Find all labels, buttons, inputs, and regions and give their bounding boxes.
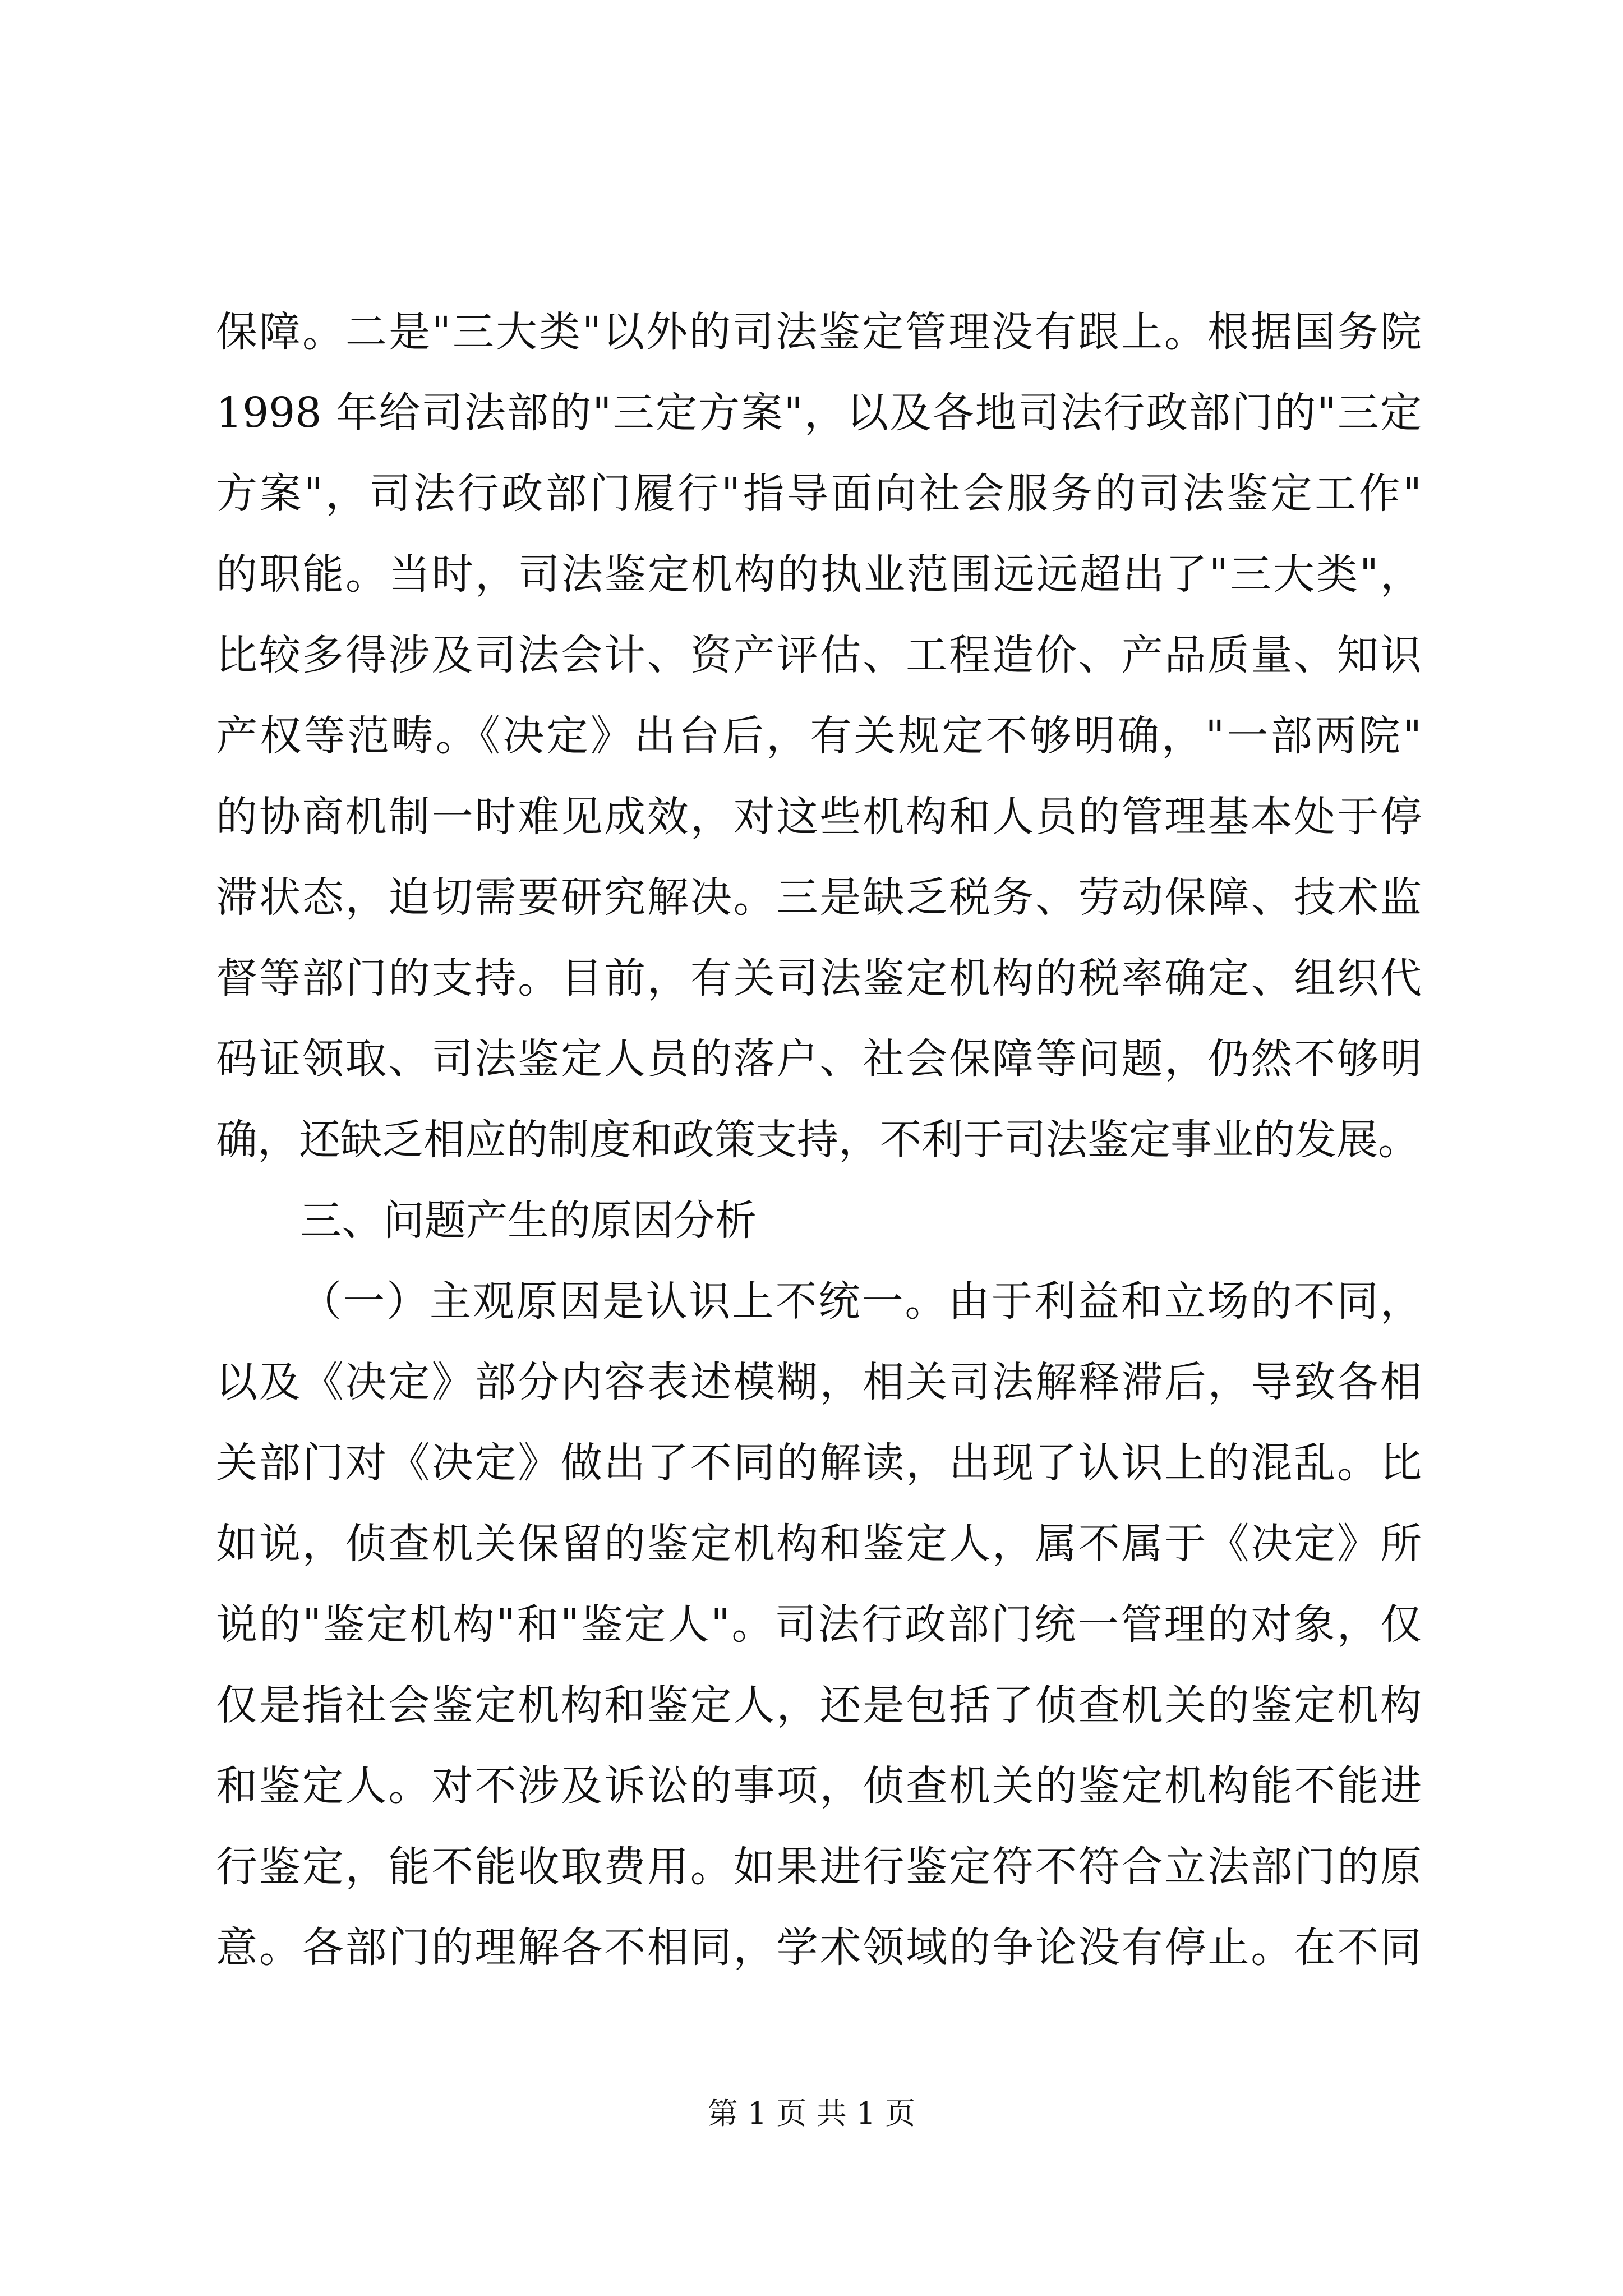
- text-line: 仅是指社会鉴定机构和鉴定人，还是包括了侦查机关的鉴定机构: [216, 1681, 1422, 1729]
- text-line: 的职能。当时，司法鉴定机构的执业范围远远超出了"三大类"，: [216, 550, 1422, 599]
- text-line: 说的"鉴定机构"和"鉴定人"。司法行政部门统一管理的对象，仅: [216, 1600, 1422, 1649]
- page-footer: 第 1 页 共 1 页: [707, 2096, 916, 2131]
- text-line: 码证领取、司法鉴定人员的落户、社会保障等问题，仍然不够明: [216, 1035, 1422, 1083]
- text-line: 和鉴定人。对不涉及诉讼的事项，侦查机关的鉴定机构能不能进: [216, 1762, 1422, 1810]
- text-line: 滞状态，迫切需要研究解决。三是缺乏税务、劳动保障、技术监: [216, 873, 1422, 922]
- text-line: 保障。二是"三大类"以外的司法鉴定管理没有跟上。根据国务院: [216, 308, 1422, 356]
- text-line: 意。各部门的理解各不相同，学术领域的争论没有停止。在不同: [216, 1924, 1422, 1972]
- text-line: 关部门对《决定》做出了不同的解读，出现了认识上的混乱。比: [216, 1439, 1422, 1487]
- text-line: 1998 年给司法部的"三定方案"，以及各地司法行政部门的"三定: [216, 389, 1422, 437]
- section-heading: 三、问题产生的原因分析: [300, 1197, 757, 1245]
- text-line: 确，还缺乏相应的制度和政策支持，不利于司法鉴定事业的发展。: [216, 1116, 1419, 1164]
- text-line: 以及《决定》部分内容表述模糊，相关司法解释滞后，导致各相: [216, 1358, 1422, 1406]
- text-line: 行鉴定，能不能收取费用。如果进行鉴定符不符合立法部门的原: [216, 1843, 1422, 1891]
- text-line: 的协商机制一时难见成效，对这些机构和人员的管理基本处于停: [216, 793, 1422, 841]
- text-line: 比较多得涉及司法会计、资产评估、工程造价、产品质量、知识: [216, 631, 1422, 679]
- text-line: 方案"，司法行政部门履行"指导面向社会服务的司法鉴定工作": [216, 470, 1422, 518]
- text-line: 督等部门的支持。目前，有关司法鉴定机构的税率确定、组织代: [216, 954, 1422, 1002]
- text-line: 产权等范畴。《决定》出台后，有关规定不够明确，"一部两院": [216, 712, 1422, 760]
- body-text: [216, 292, 1422, 1988]
- text-line: 如说，侦查机关保留的鉴定机构和鉴定人，属不属于《决定》所: [216, 1520, 1422, 1568]
- text-line: （一）主观原因是认识上不统一。由于利益和立场的不同，: [300, 1277, 1422, 1326]
